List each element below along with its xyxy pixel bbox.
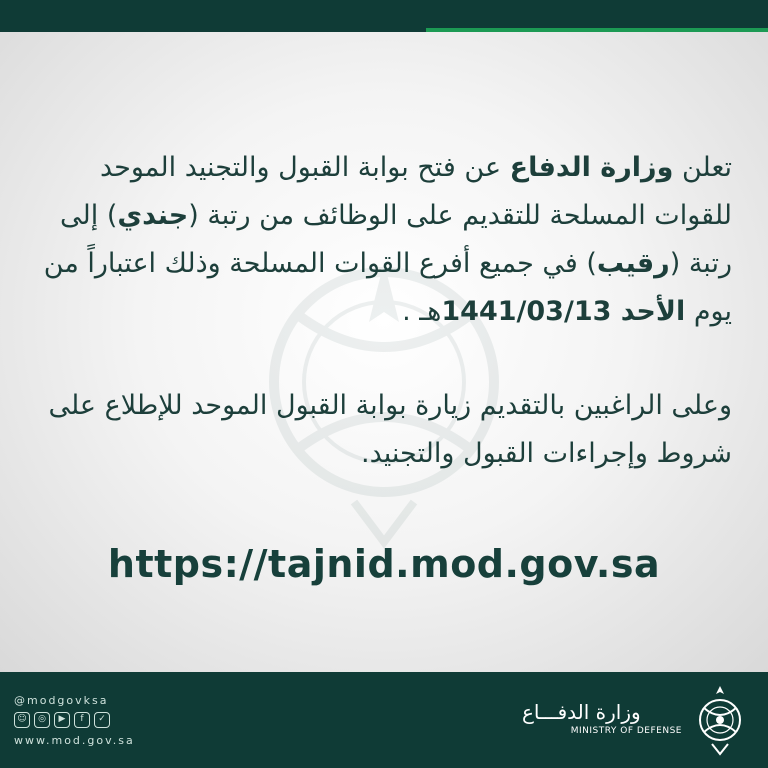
announcement-bold-text: جندي <box>117 200 189 231</box>
announcement-bold-text: وزارة الدفاع <box>509 152 674 183</box>
youtube-icon[interactable]: ▶ <box>54 712 70 728</box>
announcement-text: ) في جميع أفرع القوات المسلحة وذلك اعتباراً من يوم <box>43 248 732 327</box>
instagram-icon[interactable]: ◎ <box>34 712 50 728</box>
announcement-text: هـ . <box>402 296 442 327</box>
portal-url-link[interactable]: https://tajnid.mod.gov.sa <box>107 542 661 586</box>
announcement-bold-text: الأحد 1441/03/13 <box>441 296 686 327</box>
announcement-text: ) إلى رتبة ( <box>60 200 732 279</box>
ministry-emblem-icon <box>690 682 750 758</box>
announcement-paragraph-1 <box>32 144 732 336</box>
ministry-name-english: MINISTRY OF DEFENSE <box>570 726 682 736</box>
facebook-icon[interactable]: f <box>74 712 90 728</box>
social-handle: @modgovksa <box>14 694 109 707</box>
social-icons-row <box>14 712 110 728</box>
website-link[interactable]: www.mod.gov.sa <box>14 734 135 747</box>
snapchat-icon[interactable]: ☺ <box>14 712 30 728</box>
announcement-text: تعلن <box>673 152 732 183</box>
ministry-name-arabic: وزارة الدفـــاع <box>522 700 641 724</box>
announcement-text: عن فتح بوابة القبول والتجنيد الموحد للقوات المسلحة للتقديم على الوظائف من رتبة ( <box>100 152 732 231</box>
announcement-panel <box>0 32 768 672</box>
footer <box>0 672 768 768</box>
announcement-bold-text: رقيب <box>596 248 670 279</box>
twitter-icon[interactable]: ✓ <box>94 712 110 728</box>
announcement-paragraph-2: وعلى الراغبين بالتقديم زيارة بوابة القبول الموحد للإطلاع على شروط وإجراءات القبول والتجنيد. <box>48 390 732 469</box>
